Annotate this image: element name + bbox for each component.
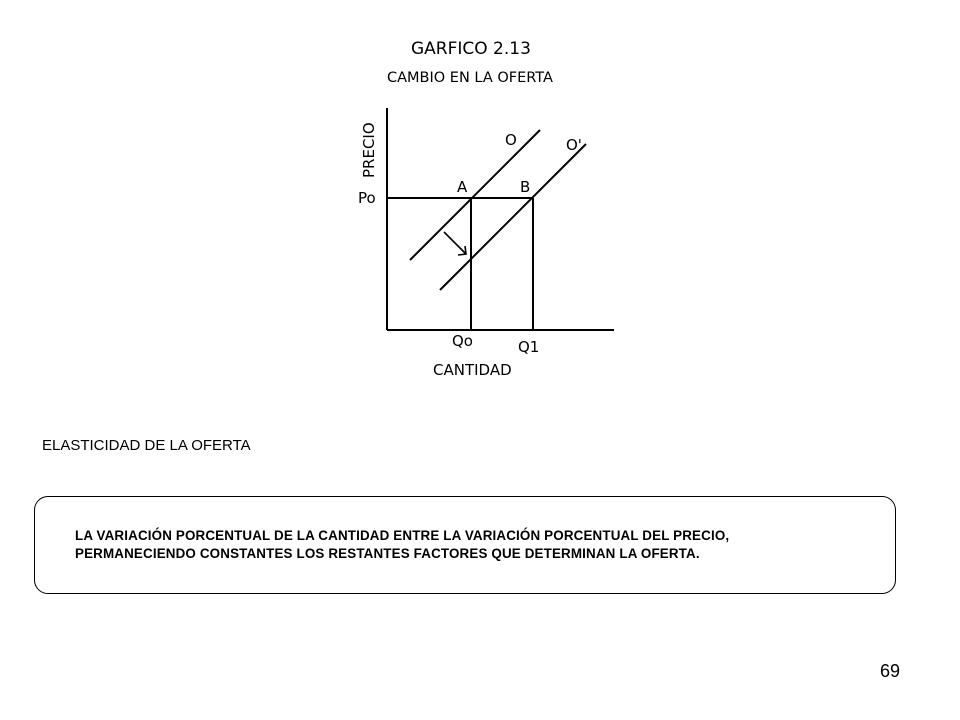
- quantity-label-qo: Qo: [452, 332, 473, 350]
- y-axis-label: PRECIO: [360, 122, 378, 178]
- point-label-b: B: [520, 178, 531, 196]
- definition-line-1: LA VARIACIÓN PORCENTUAL DE LA CANTIDAD ENTRE LA VARIACIÓN PORCENTUAL DEL PRECIO,: [75, 528, 730, 543]
- page-number: 69: [880, 661, 901, 681]
- shift-arrow-icon: [444, 232, 466, 255]
- definition-box: [34, 496, 896, 594]
- point-label-a: A: [457, 178, 468, 196]
- x-axis-label: CANTIDAD: [433, 361, 512, 379]
- definition-text: [75, 527, 875, 563]
- section-heading: ELASTICIDAD DE LA OFERTA: [42, 437, 251, 454]
- definition-line-2: PERMANECIENDO CONSTANTES LOS RESTANTES FACTORES QUE DETERMINAN LA OFERTA.: [75, 546, 700, 561]
- curve-label-o-prime: O': [566, 136, 582, 154]
- quantity-label-q1: Q1: [518, 338, 540, 356]
- curve-label-o: O: [505, 131, 517, 149]
- supply-curve-o-prime: [440, 144, 586, 290]
- figure-subtitle: CAMBIO EN LA OFERTA: [387, 70, 553, 86]
- price-label-po: Po: [358, 189, 376, 207]
- figure-title: GARFICO 2.13: [411, 39, 531, 59]
